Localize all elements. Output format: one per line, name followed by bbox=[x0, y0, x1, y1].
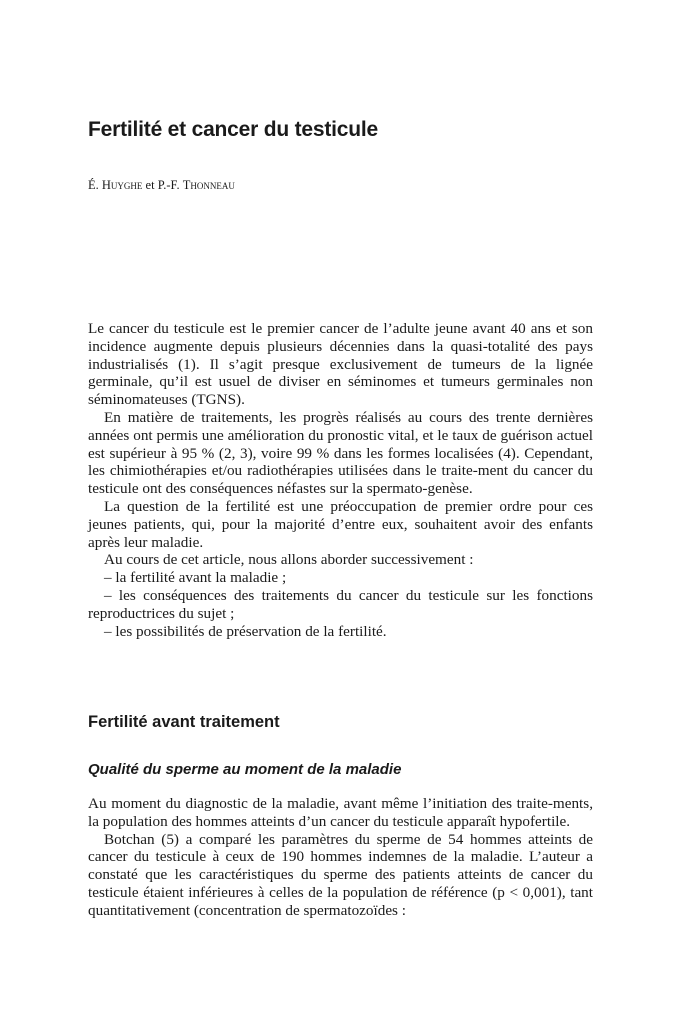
author-conjunction: et bbox=[142, 178, 158, 192]
section-paragraph-2: Botchan (5) a comparé les paramètres du sperme de 54 hommes atteints de cancer du testicule à ceux de 190 hommes indemnes de la maladie. L’auteur a constaté que les caractéristiques du sperme des patients atteints de cancer du testicule étaient inférieures à celles de la population de référence (p < 0,001), tant quantitativement (concentration de spermatozoïdes : bbox=[88, 830, 593, 919]
intro-paragraph-3: La question de la fertilité est une préoccupation de premier ordre pour ces jeunes patients, qui, pour la majorité d’entre eux, souhaitent avoir des enfants après leur maladie. bbox=[88, 497, 593, 551]
section-body bbox=[88, 795, 593, 920]
article-authors bbox=[88, 178, 235, 193]
article-title: Fertilité et cancer du testicule bbox=[88, 118, 379, 141]
list-item: – la fertilité avant la maladie ; bbox=[104, 569, 287, 587]
intro-body bbox=[88, 320, 593, 640]
list-item: – les conséquences des traitements du cancer du testicule sur les fonctions reproductrices du sujet ; bbox=[88, 586, 593, 622]
list-item: – les possibilités de préservation de la fertilité. bbox=[104, 622, 387, 640]
author-2-surname: Thonneau bbox=[182, 178, 235, 192]
subsection-heading: Qualité du sperme au moment de la maladie bbox=[88, 761, 402, 778]
intro-paragraph-4: Au cours de cet article, nous allons aborder successivement : bbox=[104, 551, 474, 569]
section-paragraph-1: Au moment du diagnostic de la maladie, avant même l’initiation des traite-ments, la population des hommes atteints d’un cancer du testicule apparaît hypofertile. bbox=[88, 795, 593, 830]
section-heading: Fertilité avant traitement bbox=[88, 713, 280, 731]
author-1-initial: É. bbox=[88, 178, 102, 192]
intro-paragraph-1: Le cancer du testicule est le premier cancer de l’adulte jeune avant 40 ans et son incidence augmente depuis plusieurs décennies dans la quasi-totalité des pays industrialisés (1). Il s’agit presque exclusivement de tumeurs de la lignée germinale, qu’il est usuel de diviser en séminomes et tumeurs germinales non séminomateuses (TGNS). bbox=[88, 320, 593, 409]
author-2-initial: P.-F. bbox=[157, 178, 183, 192]
intro-paragraph-2: En matière de traitements, les progrès réalisés au cours des trente dernières années ont permis une amélioration du pronostic vital, et le taux de guérison actuel est supérieur à 95 % (2, 3), voire 99 % dans les formes localisées (4). Cependant, les chimiothérapies et/ou radiothérapies utilisées dans le traite-ment du cancer du testicule ont des conséquences néfastes sur la spermato-genèse. bbox=[88, 408, 593, 498]
author-1-surname: Huyghe bbox=[101, 178, 143, 192]
